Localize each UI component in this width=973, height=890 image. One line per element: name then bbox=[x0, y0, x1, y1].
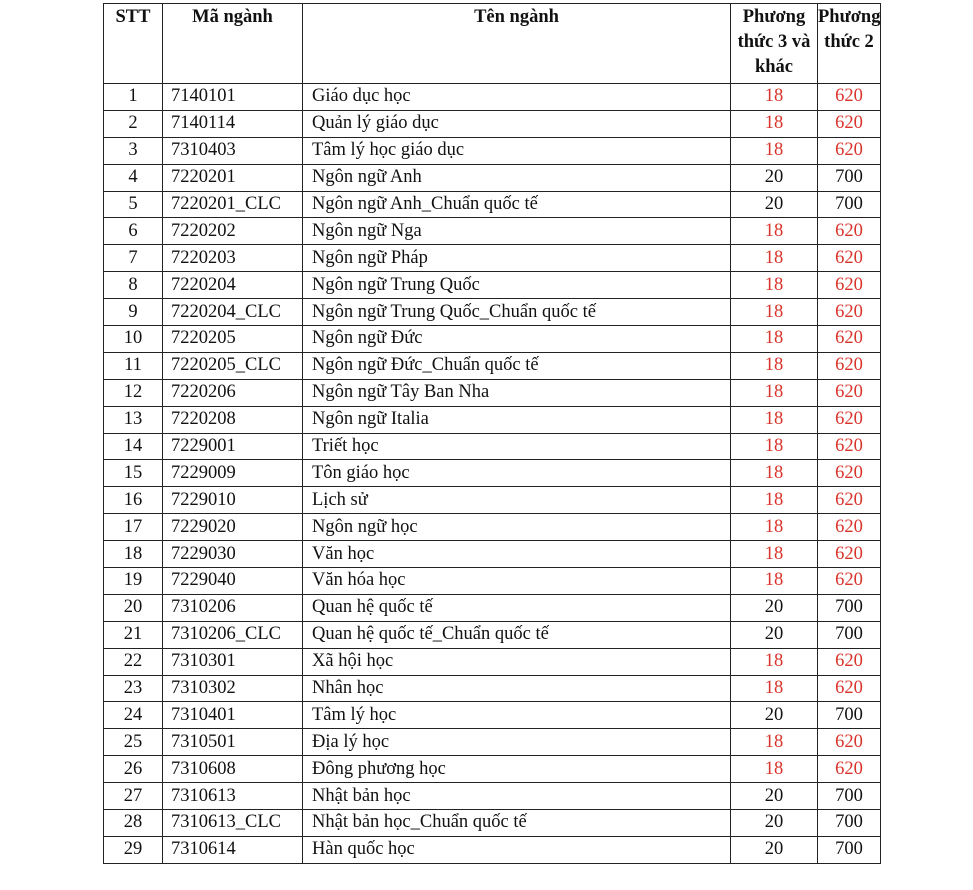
table-body bbox=[104, 84, 881, 864]
row-method3-score-cell: 18 bbox=[731, 245, 818, 272]
row-stt-cell: 16 bbox=[104, 487, 163, 514]
table-row bbox=[104, 702, 881, 729]
table-row bbox=[104, 594, 881, 621]
row-method3-score-cell: 20 bbox=[731, 702, 818, 729]
row-method2-score-cell: 700 bbox=[818, 810, 881, 837]
row-name-cell: Địa lý học bbox=[303, 729, 731, 756]
header-method3: Phương thức 3 và khác bbox=[731, 4, 818, 84]
row-method3-score-cell: 20 bbox=[731, 621, 818, 648]
row-name-cell: Ngôn ngữ Pháp bbox=[303, 245, 731, 272]
table-row bbox=[104, 110, 881, 137]
row-method2-score-cell: 620 bbox=[818, 648, 881, 675]
row-method2-score-cell: 620 bbox=[818, 84, 881, 111]
row-name-cell: Ngôn ngữ Đức bbox=[303, 326, 731, 353]
row-method2-score-cell: 620 bbox=[818, 218, 881, 245]
row-method3-score-cell: 18 bbox=[731, 729, 818, 756]
table-row bbox=[104, 299, 881, 326]
row-method3-score-cell: 20 bbox=[731, 191, 818, 218]
row-stt-cell: 27 bbox=[104, 783, 163, 810]
row-code-cell: 7310613 bbox=[163, 783, 303, 810]
row-stt-cell: 23 bbox=[104, 675, 163, 702]
row-stt-cell: 7 bbox=[104, 245, 163, 272]
row-name-cell: Ngôn ngữ Đức_Chuẩn quốc tế bbox=[303, 352, 731, 379]
row-name-cell: Ngôn ngữ Tây Ban Nha bbox=[303, 379, 731, 406]
row-name-cell: Ngôn ngữ Trung Quốc bbox=[303, 272, 731, 299]
header-name: Tên ngành bbox=[303, 4, 731, 84]
row-code-cell: 7220203 bbox=[163, 245, 303, 272]
row-code-cell: 7310501 bbox=[163, 729, 303, 756]
row-code-cell: 7220201_CLC bbox=[163, 191, 303, 218]
table-row bbox=[104, 541, 881, 568]
row-name-cell: Xã hội học bbox=[303, 648, 731, 675]
row-stt-cell: 29 bbox=[104, 836, 163, 863]
row-method2-score-cell: 700 bbox=[818, 594, 881, 621]
row-code-cell: 7310206_CLC bbox=[163, 621, 303, 648]
row-method3-score-cell: 20 bbox=[731, 164, 818, 191]
row-method3-score-cell: 20 bbox=[731, 783, 818, 810]
row-method2-score-cell: 620 bbox=[818, 299, 881, 326]
row-code-cell: 7229020 bbox=[163, 514, 303, 541]
row-method3-score-cell: 18 bbox=[731, 675, 818, 702]
row-method3-score-cell: 18 bbox=[731, 756, 818, 783]
table-row bbox=[104, 326, 881, 353]
row-code-cell: 7220206 bbox=[163, 379, 303, 406]
row-name-cell: Ngôn ngữ Anh bbox=[303, 164, 731, 191]
table-row bbox=[104, 191, 881, 218]
row-method2-score-cell: 620 bbox=[818, 245, 881, 272]
row-stt-cell: 4 bbox=[104, 164, 163, 191]
row-stt-cell: 1 bbox=[104, 84, 163, 111]
row-method3-score-cell: 18 bbox=[731, 352, 818, 379]
table-row bbox=[104, 137, 881, 164]
row-method2-score-cell: 620 bbox=[818, 326, 881, 353]
table-row bbox=[104, 729, 881, 756]
row-code-cell: 7310613_CLC bbox=[163, 810, 303, 837]
row-code-cell: 7310302 bbox=[163, 675, 303, 702]
row-method3-score-cell: 18 bbox=[731, 137, 818, 164]
table-row bbox=[104, 836, 881, 863]
row-method3-score-cell: 18 bbox=[731, 541, 818, 568]
admission-scores-table bbox=[103, 3, 881, 864]
row-stt-cell: 6 bbox=[104, 218, 163, 245]
row-method2-score-cell: 700 bbox=[818, 191, 881, 218]
row-code-cell: 7220205_CLC bbox=[163, 352, 303, 379]
table-row bbox=[104, 379, 881, 406]
row-stt-cell: 11 bbox=[104, 352, 163, 379]
row-name-cell: Quan hệ quốc tế_Chuẩn quốc tế bbox=[303, 621, 731, 648]
row-method2-score-cell: 620 bbox=[818, 675, 881, 702]
row-method3-score-cell: 18 bbox=[731, 84, 818, 111]
row-code-cell: 7140114 bbox=[163, 110, 303, 137]
row-method2-score-cell: 620 bbox=[818, 460, 881, 487]
row-method3-score-cell: 18 bbox=[731, 326, 818, 353]
row-method2-score-cell: 620 bbox=[818, 729, 881, 756]
table-row bbox=[104, 84, 881, 111]
row-method3-score-cell: 18 bbox=[731, 648, 818, 675]
row-method2-score-cell: 620 bbox=[818, 406, 881, 433]
row-code-cell: 7220201 bbox=[163, 164, 303, 191]
row-method3-score-cell: 18 bbox=[731, 433, 818, 460]
row-method2-score-cell: 700 bbox=[818, 783, 881, 810]
row-stt-cell: 18 bbox=[104, 541, 163, 568]
row-name-cell: Quản lý giáo dục bbox=[303, 110, 731, 137]
row-method3-score-cell: 18 bbox=[731, 514, 818, 541]
row-stt-cell: 5 bbox=[104, 191, 163, 218]
row-code-cell: 7229009 bbox=[163, 460, 303, 487]
table-row bbox=[104, 164, 881, 191]
row-stt-cell: 25 bbox=[104, 729, 163, 756]
row-name-cell: Tâm lý học giáo dục bbox=[303, 137, 731, 164]
row-method3-score-cell: 20 bbox=[731, 810, 818, 837]
row-method2-score-cell: 700 bbox=[818, 164, 881, 191]
table-row bbox=[104, 218, 881, 245]
row-stt-cell: 9 bbox=[104, 299, 163, 326]
row-name-cell: Nhật bản học_Chuẩn quốc tế bbox=[303, 810, 731, 837]
row-method2-score-cell: 620 bbox=[818, 487, 881, 514]
row-method2-score-cell: 620 bbox=[818, 137, 881, 164]
row-stt-cell: 3 bbox=[104, 137, 163, 164]
table-row bbox=[104, 352, 881, 379]
row-stt-cell: 13 bbox=[104, 406, 163, 433]
header-method2: Phương thức 2 bbox=[818, 4, 881, 84]
row-method3-score-cell: 18 bbox=[731, 299, 818, 326]
row-name-cell: Hàn quốc học bbox=[303, 836, 731, 863]
row-code-cell: 7220205 bbox=[163, 326, 303, 353]
table-row bbox=[104, 272, 881, 299]
row-method3-score-cell: 18 bbox=[731, 272, 818, 299]
row-method3-score-cell: 20 bbox=[731, 836, 818, 863]
row-method2-score-cell: 620 bbox=[818, 568, 881, 595]
row-name-cell: Ngôn ngữ Nga bbox=[303, 218, 731, 245]
row-method3-score-cell: 18 bbox=[731, 406, 818, 433]
row-method2-score-cell: 620 bbox=[818, 433, 881, 460]
row-method3-score-cell: 20 bbox=[731, 594, 818, 621]
table-row bbox=[104, 460, 881, 487]
row-code-cell: 7310401 bbox=[163, 702, 303, 729]
row-code-cell: 7220204_CLC bbox=[163, 299, 303, 326]
row-name-cell: Đông phương học bbox=[303, 756, 731, 783]
header-stt: STT bbox=[104, 4, 163, 84]
row-stt-cell: 22 bbox=[104, 648, 163, 675]
row-code-cell: 7220204 bbox=[163, 272, 303, 299]
header-row bbox=[104, 4, 881, 84]
table-row bbox=[104, 406, 881, 433]
row-code-cell: 7310614 bbox=[163, 836, 303, 863]
row-code-cell: 7310206 bbox=[163, 594, 303, 621]
row-stt-cell: 14 bbox=[104, 433, 163, 460]
row-code-cell: 7229040 bbox=[163, 568, 303, 595]
row-name-cell: Nhật bản học bbox=[303, 783, 731, 810]
row-name-cell: Ngôn ngữ Italia bbox=[303, 406, 731, 433]
row-code-cell: 7140101 bbox=[163, 84, 303, 111]
admission-scores-table-container bbox=[103, 3, 880, 864]
table-row bbox=[104, 487, 881, 514]
row-stt-cell: 2 bbox=[104, 110, 163, 137]
row-method2-score-cell: 620 bbox=[818, 110, 881, 137]
row-name-cell: Giáo dục học bbox=[303, 84, 731, 111]
row-code-cell: 7229010 bbox=[163, 487, 303, 514]
row-method2-score-cell: 620 bbox=[818, 541, 881, 568]
row-stt-cell: 28 bbox=[104, 810, 163, 837]
row-stt-cell: 10 bbox=[104, 326, 163, 353]
row-stt-cell: 21 bbox=[104, 621, 163, 648]
table-row bbox=[104, 621, 881, 648]
table-row bbox=[104, 783, 881, 810]
row-method2-score-cell: 620 bbox=[818, 272, 881, 299]
row-name-cell: Văn hóa học bbox=[303, 568, 731, 595]
table-header bbox=[104, 4, 881, 84]
row-method3-score-cell: 18 bbox=[731, 487, 818, 514]
row-name-cell: Triết học bbox=[303, 433, 731, 460]
row-stt-cell: 26 bbox=[104, 756, 163, 783]
row-code-cell: 7220208 bbox=[163, 406, 303, 433]
row-stt-cell: 19 bbox=[104, 568, 163, 595]
table-row bbox=[104, 568, 881, 595]
header-code: Mã ngành bbox=[163, 4, 303, 84]
table-row bbox=[104, 756, 881, 783]
row-name-cell: Quan hệ quốc tế bbox=[303, 594, 731, 621]
row-code-cell: 7310403 bbox=[163, 137, 303, 164]
row-name-cell: Ngôn ngữ Anh_Chuẩn quốc tế bbox=[303, 191, 731, 218]
row-name-cell: Tâm lý học bbox=[303, 702, 731, 729]
table-row bbox=[104, 433, 881, 460]
row-code-cell: 7229030 bbox=[163, 541, 303, 568]
row-method2-score-cell: 700 bbox=[818, 702, 881, 729]
row-stt-cell: 15 bbox=[104, 460, 163, 487]
table-row bbox=[104, 245, 881, 272]
row-method2-score-cell: 620 bbox=[818, 756, 881, 783]
row-method2-score-cell: 620 bbox=[818, 379, 881, 406]
row-method2-score-cell: 620 bbox=[818, 514, 881, 541]
row-method2-score-cell: 700 bbox=[818, 836, 881, 863]
table-row bbox=[104, 810, 881, 837]
row-stt-cell: 17 bbox=[104, 514, 163, 541]
row-method2-score-cell: 620 bbox=[818, 352, 881, 379]
row-name-cell: Lịch sử bbox=[303, 487, 731, 514]
row-code-cell: 7310301 bbox=[163, 648, 303, 675]
table-row bbox=[104, 675, 881, 702]
row-method3-score-cell: 18 bbox=[731, 568, 818, 595]
row-name-cell: Nhân học bbox=[303, 675, 731, 702]
row-name-cell: Ngôn ngữ Trung Quốc_Chuẩn quốc tế bbox=[303, 299, 731, 326]
row-code-cell: 7220202 bbox=[163, 218, 303, 245]
row-name-cell: Văn học bbox=[303, 541, 731, 568]
row-name-cell: Ngôn ngữ học bbox=[303, 514, 731, 541]
row-method3-score-cell: 18 bbox=[731, 379, 818, 406]
row-stt-cell: 20 bbox=[104, 594, 163, 621]
row-name-cell: Tôn giáo học bbox=[303, 460, 731, 487]
row-stt-cell: 24 bbox=[104, 702, 163, 729]
row-method2-score-cell: 700 bbox=[818, 621, 881, 648]
row-method3-score-cell: 18 bbox=[731, 218, 818, 245]
table-row bbox=[104, 648, 881, 675]
row-code-cell: 7310608 bbox=[163, 756, 303, 783]
row-stt-cell: 8 bbox=[104, 272, 163, 299]
row-method3-score-cell: 18 bbox=[731, 460, 818, 487]
row-method3-score-cell: 18 bbox=[731, 110, 818, 137]
table-row bbox=[104, 514, 881, 541]
row-stt-cell: 12 bbox=[104, 379, 163, 406]
row-code-cell: 7229001 bbox=[163, 433, 303, 460]
